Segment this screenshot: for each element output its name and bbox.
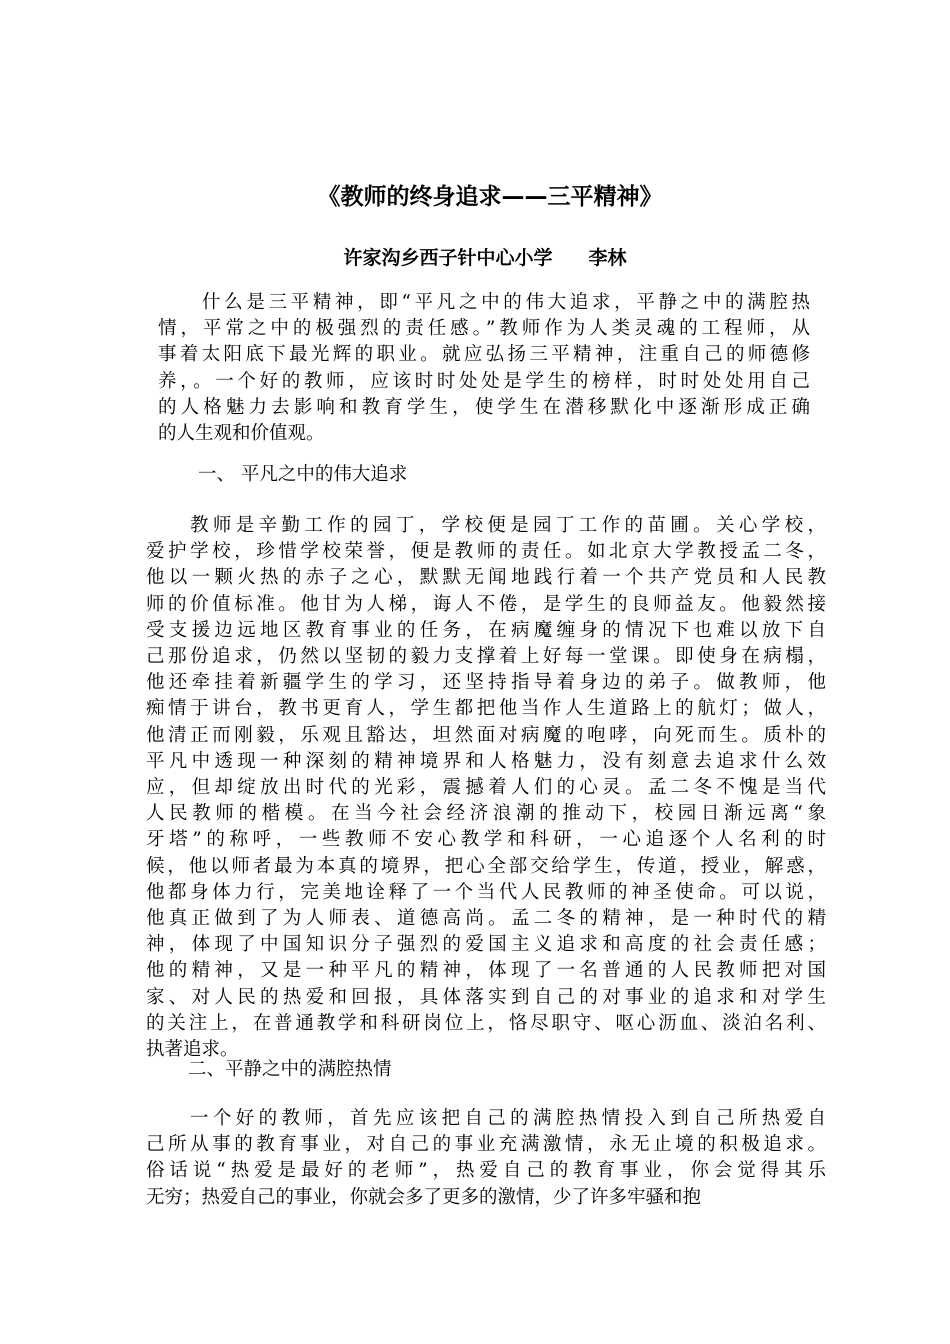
text-line: 受支援边远地区教育事业的任务，在病魔缠身的情况下也难以放下自 (146, 619, 831, 641)
text-line: 他还牵挂着新疆学生的学习，还坚持指导着身边的弟子。做教师，他 (146, 672, 831, 694)
text-line: 应，但却绽放出时代的光彩，震撼着人们的心灵。孟二冬不愧是当代 (146, 777, 831, 799)
author-line (0, 244, 950, 272)
text-line: 的关注上，在普通教学和科研岗位上，恪尽职守、呕心沥血、淡泊名利、 (146, 1012, 829, 1034)
author-school: 许家沟乡西子针中心小学 (343, 247, 553, 269)
text-line: 他以一颗火热的赤子之心，默默无闻地践行着一个共产党员和人民教 (146, 567, 831, 589)
text-line: 的人格魅力去影响和教育学生，使学生在潜移默化中逐渐形成正确 (158, 396, 815, 418)
section-heading-2: 二、平静之中的满腔热情 (188, 1059, 392, 1080)
text-line: 牙塔”的称呼，一些教师不安心教学和科研，一心追逐个人名利的时 (146, 829, 831, 851)
text-line: 的人生观和价值观。 (158, 423, 325, 445)
section-heading-1: 一、 平凡之中的伟大追求 (198, 464, 408, 485)
text-line: 俗话说“热爱是最好的老师”，热爱自己的教育事业，你会觉得其乐 (146, 1160, 831, 1182)
text-line: 养，。一个好的教师，应该时时处处是学生的榜样，时时处处用自己 (158, 370, 814, 392)
text-line: 什么是三平精神，即“平凡之中的伟大追求，平静之中的满腔热 (202, 292, 814, 313)
text-line: 无穷；热爱自己的事业，你就会多了更多的激情，少了许多牢骚和抱 (146, 1186, 702, 1208)
text-line: 他真正做到了为人师表、道德高尚。孟二冬的精神，是一种时代的精 (146, 908, 831, 930)
text-line: 事着太阳底下最光辉的职业。就应弘扬三平精神，注重自己的师德修 (158, 344, 814, 366)
author-name: 李林 (588, 247, 627, 269)
intro-paragraph (158, 290, 815, 447)
text-line: 他都身体力行，完美地诠释了一个当代人民教师的神圣使命。可以说， (146, 881, 830, 903)
document-title: 《教师的终身追求——三平精神》 (317, 184, 663, 210)
text-line: 他清正而刚毅，乐观且豁达，坦然面对病魔的咆哮，向死而生。质朴的 (146, 724, 830, 746)
text-line: 己那份追求，仍然以坚韧的毅力支撑着上好每一堂课。即使身在病榻， (146, 646, 830, 668)
text-line: 平凡中透现一种深刻的精神境界和人格魅力，没有刻意去追求什么效 (146, 750, 831, 772)
text-line: 己所从事的教育事业，对自己的事业充满激情，永无止境的积极追求。 (146, 1134, 830, 1156)
text-line: 神，体现了中国知识分子强烈的爱国主义追求和高度的社会责任感； (146, 934, 831, 956)
section-2-paragraph (146, 1106, 831, 1211)
text-line: 家、对人民的热爱和回报，具体落实到自己的对事业的追求和对学生 (146, 986, 831, 1008)
text-line: 教师是辛勤工作的园丁，学校便是园丁工作的苗圃。关心学校， (190, 515, 831, 536)
text-line: 人民教师的楷模。在当今社会经济浪潮的推动下，校园日渐远离“象 (146, 803, 831, 825)
text-line: 一个好的教师，首先应该把自己的满腔热情投入到自己所热爱自 (190, 1108, 831, 1129)
text-line: 师的价值标准。他甘为人梯，诲人不倦，是学生的良师益友。他毅然接 (146, 593, 830, 615)
text-line: 候，他以师者最为本真的境界，把心全部交给学生，传道，授业，解惑， (146, 855, 829, 877)
text-line: 痴情于讲台，教书更育人，学生都把他当作人生道路上的航灯；做人， (146, 698, 830, 720)
text-line: 他的精神，又是一种平凡的精神，体现了一名普通的人民教师把对国 (146, 960, 831, 982)
text-line: 爱护学校，珍惜学校荣誉，便是教师的责任。如北京大学教授孟二冬， (146, 541, 830, 563)
text-line: 执著追求。 (146, 1039, 239, 1061)
section-1-paragraph (146, 513, 831, 1063)
text-line: 情，平常之中的极强烈的责任感。”教师作为人类灵魂的工程师，从 (158, 318, 814, 340)
